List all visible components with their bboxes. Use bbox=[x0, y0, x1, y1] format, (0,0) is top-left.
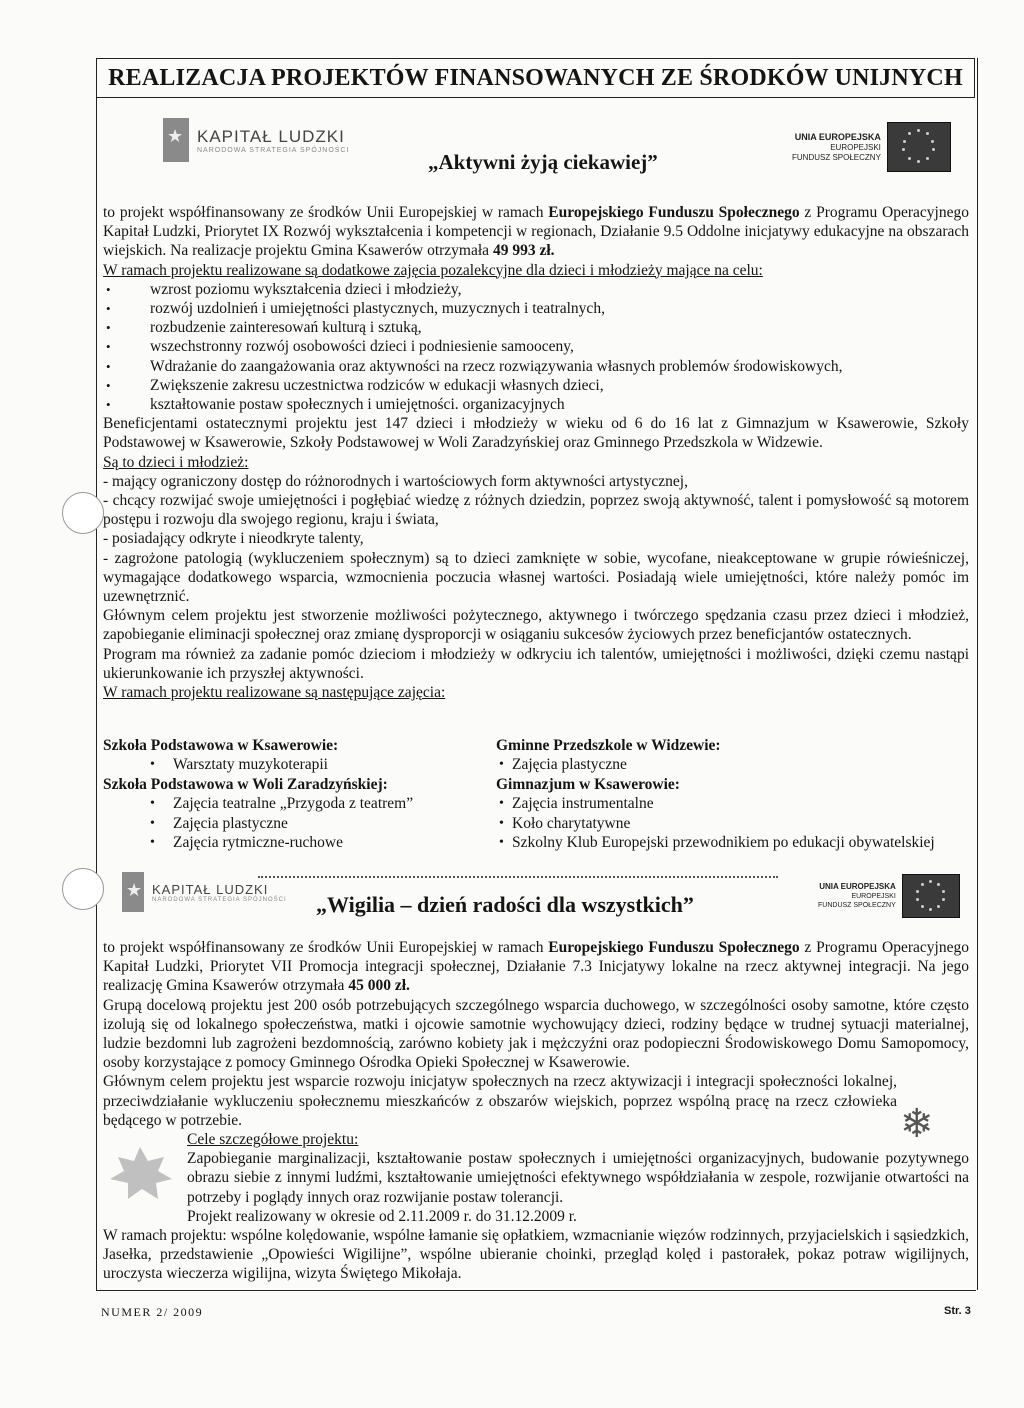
punch-hole bbox=[62, 492, 104, 534]
kl-logo-subtitle: NARODOWA STRATEGIA SPÓJNOŚCI bbox=[152, 896, 287, 903]
list-item: • wzrost poziomu wykształcenia dzieci i młodzieży, bbox=[103, 280, 969, 299]
list-item: • Warsztaty muzykoterapii bbox=[103, 755, 493, 774]
eu-logo-line3: FUNDUSZ SPOŁECZNY bbox=[792, 152, 881, 162]
issue-number: NUMER 2/ 2009 bbox=[101, 1305, 204, 1319]
footer-rule bbox=[96, 1290, 976, 1291]
school-name: Gminne Przedszkole w Widzewie: bbox=[496, 737, 721, 754]
school-name: Gimnazjum w Ksawerowie: bbox=[496, 775, 680, 793]
project1-goals-list bbox=[103, 280, 969, 414]
kl-logo-name: KAPITAŁ LUDZKI bbox=[197, 126, 345, 146]
project1-beneficiaries: Beneficjentami ostatecznymi projektu jest 147 dzieci i młodzieży w wieku od 6 do 16 lat z Gimnazjum w Ksawerowie, Szkoły Podstawowej w Ksawerowie, Szkoły Podstawowej w Woli Zaradzyńskiej oraz Gminnego Przedszkola w Widzewie. bbox=[103, 415, 969, 452]
project2-intro: to projekt współfinansowany ze środków Unii Europejskiej w ramach Europejskiego Funduszu Społecznego z Programu Operacyjnego Kapitał Ludzki, Priorytet VII Promocja integracji społecznej, Działanie 7.3 Inicjatywy lokalne na rzecz aktywnej integracji. Na jego realizację Gmina Ksawerów otrzymała 45 000 zł. bbox=[103, 939, 969, 995]
holly-leaf-icon bbox=[104, 1143, 176, 1203]
project1-intro: to projekt współfinansowany ze środków Unii Europejskiej w ramach Europejskiego Funduszu Społecznego z Programu Operacyjnego Kapitał Ludzki, Priorytet IX Rozwój wykształcenia i kompetencji w regionach, Działanie 9.5 Oddolne inicjatywy edukacyjne na obszarach wiejskich. Na realizacje projektu Gmina Ksawerów otrzymała 49 993 zł. bbox=[103, 204, 969, 260]
list-item: • Szkolny Klub Europejski przewodnikiem po edukacji obywatelskiej bbox=[496, 833, 986, 852]
list-item: - posiadający odkryte i nieodkryte talenty, bbox=[103, 530, 364, 548]
list-item: • Zajęcia teatralne „Przygoda z teatrem” bbox=[103, 794, 493, 813]
project2-goals bbox=[103, 1130, 969, 1226]
kapital-ludzki-logo bbox=[122, 872, 287, 912]
project1-classes-heading: W ramach projektu realizowane są następujące zajęcia: bbox=[103, 684, 446, 702]
list-item: • Zajęcia plastyczne bbox=[103, 814, 493, 833]
project2-activities: W ramach projektu: wspólne kolędowanie, wspólne łamanie się opłatkiem, wzmacnianie więzów rodzinnych, przyjacielskich i sąsiedzkich, Jasełka, przedstawienie „Opowieści Wigilijne”, wspólne ubieranie choinki, przegląd kolęd i pastorałek, pokaz potraw wigilijnych, uroczysta wieczerza wigilijna, wizyta Świętego Mikołaja. bbox=[103, 1227, 969, 1283]
kl-logo-subtitle: NARODOWA STRATEGIA SPÓJNOŚCI bbox=[197, 146, 350, 154]
classes-left-column bbox=[103, 736, 493, 852]
list-item: • kształtowanie postaw społecznych i umiejętności. organizacyjnych bbox=[103, 395, 969, 414]
list-item: • Koło charytatywne bbox=[496, 814, 986, 833]
project1-goals-heading: W ramach projektu realizowane są dodatkowe zajęcia pozalekcyjne dla dzieci i młodzieży mające na celu: bbox=[103, 261, 763, 279]
project1-title: „Aktywni żyją ciekawiej” bbox=[428, 150, 658, 174]
section-title: REALIZACJA PROJEKTÓW FINANSOWANYCH ZE ŚRODKÓW UNIJNYCH bbox=[108, 65, 963, 91]
list-item: • Zwiększenie zakresu uczestnictwa rodziców w edukacji własnych dzieci, bbox=[103, 376, 969, 395]
project1-program: Program ma również za zadanie pomóc dzieciom i młodzieży w odkryciu ich talentów, umiejętności i możliwości, dzięki czemu nastąpi ukierunkowanie ich przyszłej aktywności. bbox=[103, 645, 969, 682]
project2-goals-text: Zapobieganie marginalizacji, kształtowanie postaw społecznych i umiejętności organizacyjnych, budowanie pozytywnego obrazu siebie z innymi ludźmi, kształtowanie umiejętności efektywnego współdziałania w zespole, rozwijanie otwartości na potrzeby i poglądy innych oraz rozwijanie postaw tolerancji. bbox=[187, 1150, 969, 1206]
snowflake-icon: ❄ bbox=[900, 1101, 934, 1146]
project2-period: Projekt realizowany w okresie od 2.11.2009 r. do 31.12.2009 r. bbox=[187, 1207, 577, 1225]
eu-logo-line2: EUROPEJSKI bbox=[851, 893, 896, 900]
list-item: • Wdrażanie do zaangażowania oraz aktywności na rzecz rozwiązywania własnych problemów środowiskowych, bbox=[103, 357, 969, 376]
school-name: Szkoła Podstawowa w Woli Zaradzyńskiej: bbox=[103, 775, 388, 793]
project1-main-goal: Głównym celem projektu jest stworzenie możliwości pożytecznego, aktywnego i twórczego spędzania czasu przez dzieci i młodzież, zapobieganie eliminacji społecznej oraz zmianę dysproporcji w osiąganiu sukcesów życiowych przez beneficjantów ostatecznych. bbox=[103, 607, 969, 644]
eu-logo-line1: UNIA EUROPEJSKA bbox=[794, 131, 881, 142]
classes-right-column bbox=[496, 736, 986, 852]
eu-logo bbox=[818, 874, 960, 918]
eu-logo-line3: FUNDUSZ SPOŁECZNY bbox=[818, 902, 896, 909]
project1-children-heading: Są to dzieci i młodzież: bbox=[103, 453, 249, 471]
project1-body bbox=[103, 203, 969, 702]
list-item: - zagrożone patologią (wykluczeniem społecznym) są to dzieci zamknięte w sobie, wycofane, nieakceptowane w grupie rówieśniczej, wymagające dodatkowego wsparcia, wzmocnienia poczucia własnej wartości. Posiadają wiele umiejętności, które należy pomóc im uzewnętrznić. bbox=[103, 549, 969, 606]
kapital-ludzki-emblem-icon bbox=[163, 118, 189, 162]
eu-flag-icon bbox=[902, 874, 960, 918]
project2-main-goal: Głównym celem projektu jest wsparcie rozwoju inicjatyw społecznych na rzecz aktywizacji i integracji społeczności lokalnej, przeciwdziałanie wykluczeniu społecznemu mieszkańców z obszarów wiejskich, poprzez wspólną pracę na rzecz człowieka będącego w potrzebie. bbox=[103, 1073, 897, 1129]
project2-goals-heading: Cele szczegółowe projektu: bbox=[187, 1131, 359, 1149]
list-item: • Zajęcia rytmiczne-ruchowe bbox=[103, 833, 493, 852]
punch-hole bbox=[62, 868, 104, 910]
school-name: Szkoła Podstawowa w Ksawerowie: bbox=[103, 737, 339, 754]
section-header bbox=[96, 58, 975, 98]
project2-target: Grupą docelową projektu jest 200 osób potrzebujących szczególnego wsparcia duchowego, w szczególności osoby samotne, które często izolują się od lokalnego społeczeństwa, matki i ojcowie samotnie wychowujący dzieci, rodziny będące w trudnej sytuacji materialnej, ludzie bezdomni lub zagrożeni bezdomnością, zarówno kobiety jak i mężczyźni oraz podopieczni Środowiskowego Domu Samopomocy, osoby korzystające z pomocy Gminnego Ośrodka Opieki Społecznej w Ksawerowie. bbox=[103, 996, 969, 1072]
project2-title: „Wigilia – dzień radości dla wszystkich” bbox=[316, 892, 694, 917]
list-item: • Zajęcia plastyczne bbox=[496, 755, 986, 774]
eu-flag-icon bbox=[887, 122, 951, 172]
list-item: • wszechstronny rozwój osobowości dzieci i podniesienie samooceny, bbox=[103, 337, 969, 356]
list-item: • rozwój uzdolnień i umiejętności plastycznych, muzycznych i teatralnych, bbox=[103, 299, 969, 318]
list-item: - chcący rozwijać swoje umiejętności i pogłębiać wiedzę z różnych dziedzin, poprzez swoją aktywność, talent i pomysłowość są motorem postępu i rozwoju dla swojego regionu, kraju i świata, bbox=[103, 492, 969, 529]
list-item: - mający ograniczony dostęp do różnorodnych i wartościowych form aktywności artystycznej, bbox=[103, 472, 688, 490]
eu-logo bbox=[792, 122, 951, 172]
list-item: • rozbudzenie zainteresowań kulturą i sztuką, bbox=[103, 318, 969, 337]
decorative-divider bbox=[258, 876, 778, 884]
page-number: Str. 3 bbox=[944, 1305, 971, 1317]
eu-logo-line1: UNIA EUROPEJSKA bbox=[819, 882, 896, 891]
list-item: • Zajęcia instrumentalne bbox=[496, 794, 986, 813]
kapital-ludzki-logo bbox=[163, 118, 349, 162]
project2-body bbox=[103, 938, 969, 1284]
kapital-ludzki-emblem-icon bbox=[122, 872, 144, 912]
kl-logo-name: KAPITAŁ LUDZKI bbox=[152, 881, 269, 897]
eu-logo-line2: EUROPEJSKI bbox=[830, 142, 881, 152]
